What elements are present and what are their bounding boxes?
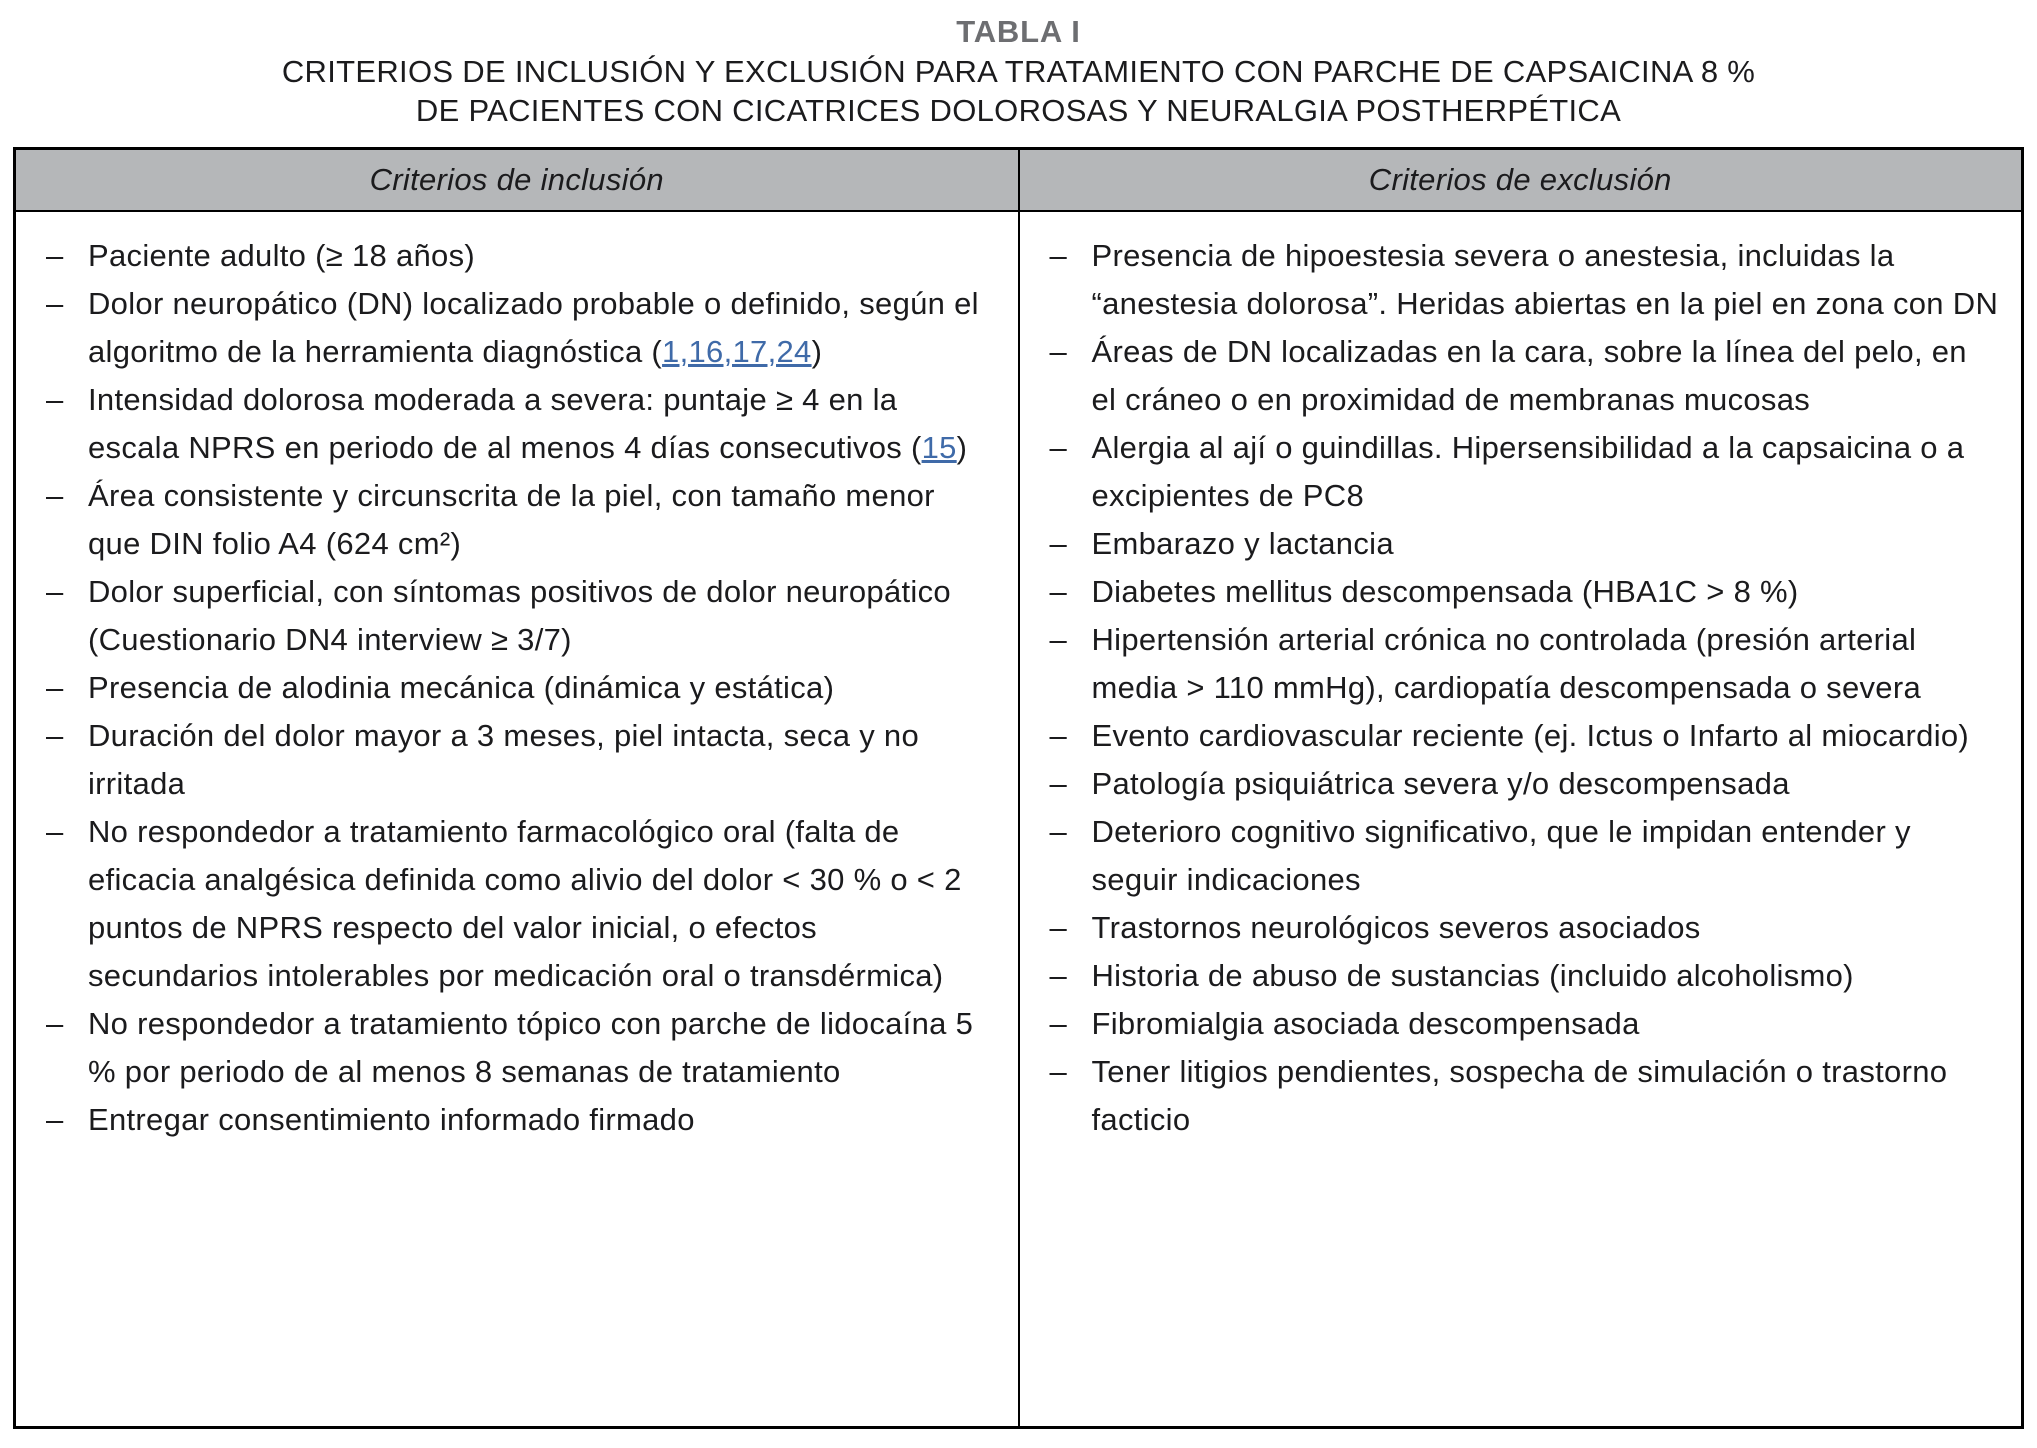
criterion-text: Evento cardiovascular reciente (ej. Ictus o Infarto al miocardio) [1091, 717, 1970, 753]
criteria-table [13, 147, 2024, 1429]
criterion-item [44, 568, 996, 664]
bullet-dash: – [1049, 1054, 1068, 1090]
table-subtitle-line2: DE PACIENTES CON CICATRICES DOLOROSAS Y NEURALGIA POSTHERPÉTICA [415, 93, 1622, 129]
bullet-dash: – [1049, 717, 1068, 753]
criterion-item [44, 808, 996, 1000]
criterion-item [1048, 1048, 2000, 1144]
criterion-item [1048, 616, 2000, 712]
bullet-dash: – [1049, 573, 1068, 609]
criterion-item [1048, 1000, 2000, 1048]
criterion-text: Fibromialgia asociada descompensada [1091, 1006, 1640, 1042]
criterion-text: Historia de abuso de sustancias (incluido alcoholismo) [1091, 958, 1854, 994]
criterion-text: Dolor neuropático (DN) localizado probable o definido, según el algoritmo de la herramienta diagnóstica (1,16,17,24) [88, 285, 979, 369]
bullet-dash: – [46, 237, 64, 273]
column-header-inclusion: Criterios de inclusión [15, 149, 1019, 211]
criterion-item [44, 664, 996, 712]
bullet-dash: – [46, 285, 64, 321]
bullet-dash: – [46, 717, 64, 753]
criterion-text: Alergia al ají o guindillas. Hipersensibilidad a la capsaicina o a excipientes de PC8 [1091, 429, 1965, 513]
criteria-table-body [15, 211, 2023, 1428]
bullet-dash: – [1049, 958, 1068, 994]
criterion-item [44, 280, 996, 376]
criterion-item [1048, 328, 2000, 424]
bullet-dash: – [46, 1006, 64, 1042]
criterion-item [1048, 520, 2000, 568]
bullet-dash: – [1049, 621, 1068, 657]
bullet-dash: – [46, 381, 64, 417]
inclusion-cell [15, 211, 1019, 1428]
criterion-item [1048, 808, 2000, 904]
criterion-text: Intensidad dolorosa moderada a severa: puntaje ≥ 4 en la escala NPRS en periodo de al menos 4 días consecutivos (15) [88, 381, 968, 465]
criterion-item [1048, 424, 2000, 520]
reference-link[interactable]: 15 [921, 429, 957, 465]
table-subtitle-line1: CRITERIOS DE INCLUSIÓN Y EXCLUSIÓN PARA TRATAMIENTO CON PARCHE DE CAPSAICINA 8 % [281, 53, 1756, 89]
criterion-item [44, 472, 996, 568]
bullet-dash: – [46, 1102, 64, 1138]
table-caption [13, 12, 2024, 131]
criterion-text: Patología psiquiátrica severa y/o descompensada [1091, 766, 1790, 802]
criterion-text: Entregar consentimiento informado firmado [88, 1102, 695, 1138]
criterion-text: Trastornos neurológicos severos asociados [1091, 910, 1701, 946]
reference-link[interactable]: 1,16,17,24 [662, 333, 812, 369]
criterion-item [44, 1000, 996, 1096]
bullet-dash: – [1049, 429, 1068, 465]
bullet-dash: – [1049, 1006, 1068, 1042]
criterion-text: Deterioro cognitivo significativo, que le impidan entender y seguir indicaciones [1091, 814, 1911, 898]
criterion-text: Presencia de hipoestesia severa o anestesia, incluidas la “anestesia dolorosa”. Heridas abiertas en la piel en zona con DN [1091, 237, 1999, 321]
bullet-dash: – [1049, 910, 1068, 946]
bullet-dash: – [46, 669, 64, 705]
criterion-text: Hipertensión arterial crónica no controlada (presión arterial media > 110 mmHg), cardiopatía descompensada o severa [1091, 621, 1922, 705]
criteria-table-header [15, 149, 2023, 211]
bullet-dash: – [1049, 525, 1068, 561]
criterion-item [44, 232, 996, 280]
criterion-text: No respondedor a tratamiento farmacológico oral (falta de eficacia analgésica definida como alivio del dolor < 30 % o < 2 puntos de NPRS respecto del valor inicial, o efectos secundarios intolerables por medicación oral o transdérmica) [88, 814, 962, 994]
bullet-dash: – [1049, 766, 1068, 802]
bullet-dash: – [46, 477, 64, 513]
criterion-text: Tener litigios pendientes, sospecha de simulación o trastorno facticio [1091, 1054, 1948, 1138]
bullet-dash: – [46, 573, 64, 609]
criterion-item [1048, 904, 2000, 952]
criterion-text: Presencia de alodinia mecánica (dinámica y estática) [88, 669, 835, 705]
criterion-item [1048, 232, 2000, 328]
bullet-dash: – [46, 814, 64, 850]
criterion-text: Duración del dolor mayor a 3 meses, piel intacta, seca y no irritada [88, 717, 919, 802]
criterion-item [44, 712, 996, 808]
table-title: TABLA I [956, 14, 1081, 49]
bullet-dash: – [1049, 333, 1068, 369]
body-row [15, 211, 2023, 1428]
criterion-text: Embarazo y lactancia [1091, 525, 1394, 561]
exclusion-list [1048, 232, 2000, 1145]
criterion-text: Áreas de DN localizadas en la cara, sobre la línea del pelo, en el cráneo o en proximidad de membranas mucosas [1091, 333, 1967, 417]
criterion-text: Área consistente y circunscrita de la piel, con tamaño menor que DIN folio A4 (624 cm²) [88, 477, 935, 561]
criterion-item [1048, 568, 2000, 616]
criterion-text: Diabetes mellitus descompensada (HBA1C > 8 %) [1091, 573, 1799, 609]
criterion-item [44, 1096, 996, 1144]
criterion-item [1048, 712, 2000, 760]
criterion-item [1048, 760, 2000, 808]
criterion-text: No respondedor a tratamiento tópico con parche de lidocaína 5 % por periodo de al menos 8 semanas de tratamiento [88, 1006, 974, 1090]
bullet-dash: – [1049, 237, 1068, 273]
header-row [15, 149, 2023, 211]
criterion-item [44, 376, 996, 472]
inclusion-list [44, 232, 996, 1145]
column-header-exclusion: Criterios de exclusión [1019, 149, 2023, 211]
criterion-text: Paciente adulto (≥ 18 años) [88, 237, 476, 273]
exclusion-cell [1019, 211, 2023, 1428]
bullet-dash: – [1049, 814, 1068, 850]
criterion-item [1048, 952, 2000, 1000]
criterion-text: Dolor superficial, con síntomas positivos de dolor neuropático (Cuestionario DN4 interview ≥ 3/7) [88, 573, 951, 657]
